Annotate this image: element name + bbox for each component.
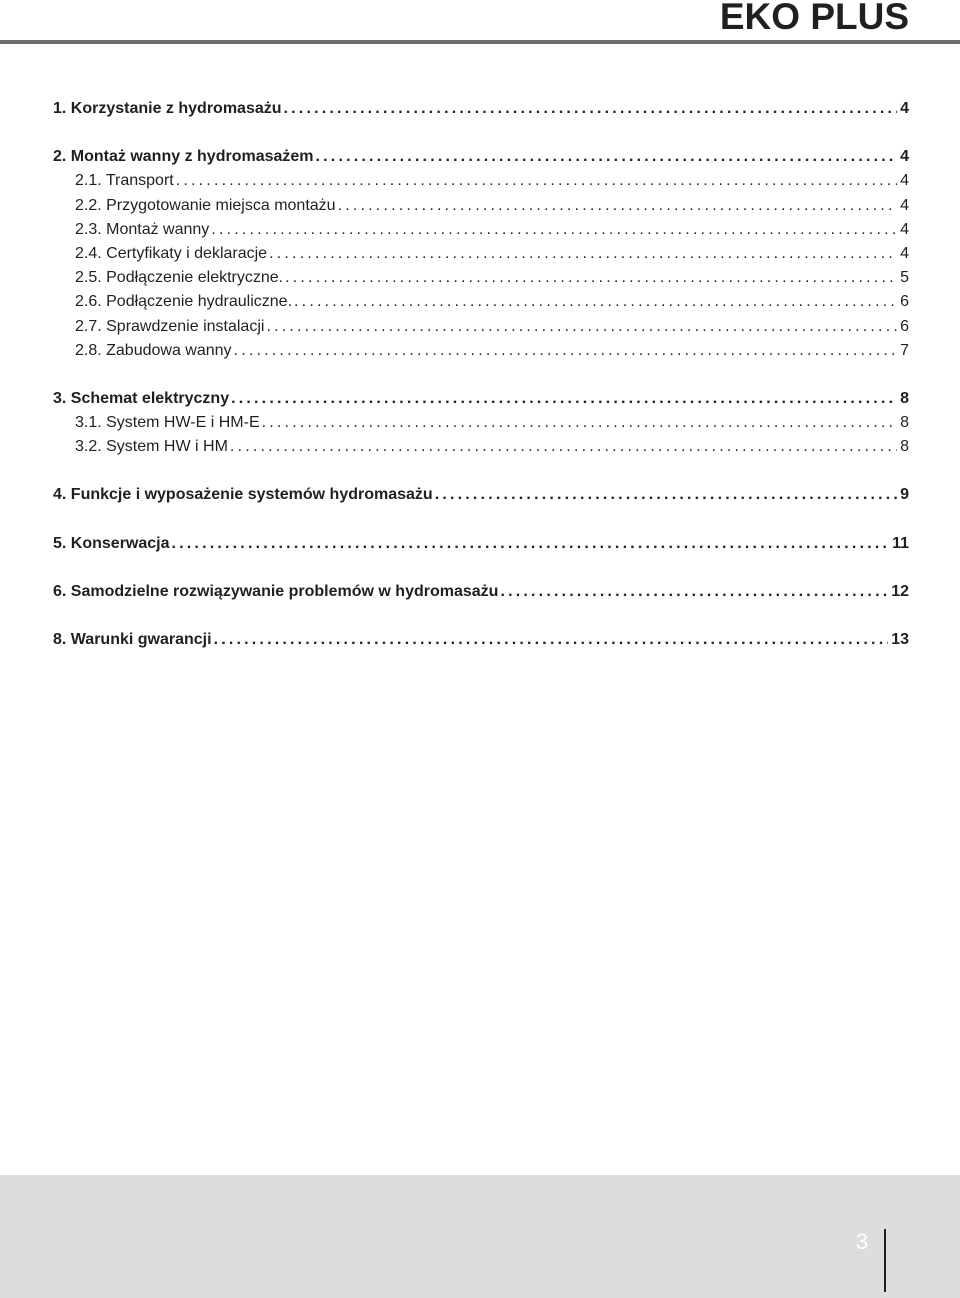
toc-entry-page: 8 [900, 414, 909, 432]
toc-entry-label: 2.3. Montaż wanny [75, 220, 210, 238]
toc-entry-label: 2.8. Zabudowa wanny [75, 341, 232, 359]
dot-leader [231, 387, 897, 411]
toc-entry[interactable] [53, 145, 909, 169]
toc-entry-label: 2.6. Podłączenie hydrauliczne. [75, 293, 293, 311]
toc-entry-page: 7 [900, 341, 909, 359]
toc-entry-page: 8 [900, 438, 909, 456]
toc-entry[interactable] [53, 315, 909, 339]
toc-entry[interactable] [53, 532, 909, 556]
toc-entry[interactable] [53, 218, 909, 242]
toc-entry-page: 11 [892, 534, 909, 552]
toc-entry[interactable] [53, 194, 909, 218]
toc-entry-page: 9 [900, 486, 909, 504]
dot-leader [435, 483, 897, 507]
toc-entry-page: 6 [900, 317, 909, 335]
toc-entry-page: 4 [900, 148, 909, 166]
toc-entry-label: 3.2. System HW i HM [75, 438, 228, 456]
document-title: EKO PLUS [719, 0, 909, 37]
dot-leader [230, 435, 897, 459]
toc-section [53, 387, 909, 460]
toc-entry-page: 8 [900, 389, 909, 407]
table-of-contents [53, 97, 909, 676]
toc-entry[interactable] [53, 628, 909, 652]
toc-entry-label: 2.4. Certyfikaty i deklaracje [75, 244, 268, 262]
dot-leader [285, 266, 897, 290]
dot-leader [316, 145, 898, 169]
toc-entry-label: 1. Korzystanie z hydromasażu [53, 100, 282, 117]
toc-entry[interactable] [53, 266, 909, 290]
page-number: 3 [855, 1229, 869, 1254]
toc-entry[interactable] [53, 339, 909, 363]
toc-entry-label: 2.1. Transport [75, 172, 174, 190]
dot-leader [284, 97, 898, 121]
toc-entry-page: 4 [900, 244, 909, 262]
toc-entry-label: 2.7. Sprawdzenie instalacji [75, 317, 265, 335]
dot-leader [234, 339, 898, 363]
toc-entry[interactable] [53, 435, 909, 459]
toc-entry[interactable] [53, 483, 909, 507]
toc-entry-page: 4 [900, 220, 909, 238]
toc-entry-page: 13 [891, 631, 909, 648]
toc-section [53, 145, 909, 363]
toc-section [53, 532, 909, 556]
dot-leader [269, 242, 897, 266]
toc-entry[interactable] [53, 290, 909, 314]
dot-leader [500, 580, 888, 604]
dot-leader [338, 194, 898, 218]
dot-leader [214, 628, 889, 652]
toc-section [53, 97, 909, 121]
toc-entry-page: 4 [900, 100, 909, 117]
toc-entry-label: 3. Schemat elektryczny [53, 389, 230, 407]
toc-entry-label: 2.2. Przygotowanie miejsca montażu [75, 196, 336, 214]
toc-entry-page: 12 [891, 582, 909, 600]
dot-leader [211, 218, 897, 242]
dot-leader [262, 411, 897, 435]
toc-entry-label: 3.1. System HW-E i HM-E [75, 414, 260, 432]
toc-section [53, 483, 909, 507]
toc-entry-page: 4 [900, 172, 909, 190]
toc-entry-label: 4. Funkcje i wyposażenie systemów hydromasażu [53, 486, 433, 504]
header-divider [0, 40, 960, 44]
toc-entry[interactable] [53, 387, 909, 411]
toc-entry-page: 6 [900, 293, 909, 311]
toc-entry-page: 5 [900, 269, 909, 287]
footer-band [0, 1175, 960, 1298]
dot-leader [172, 532, 890, 556]
toc-entry-label: 2.5. Podłączenie elektryczne. [75, 269, 284, 287]
dot-leader [176, 169, 897, 193]
toc-entry-label: 5. Konserwacja [53, 534, 170, 552]
dot-leader [294, 290, 897, 314]
toc-entry-label: 6. Samodzielne rozwiązywanie problemów w hydromasażu [53, 582, 499, 600]
toc-entry-label: 8. Warunki gwarancji [53, 631, 212, 648]
toc-entry-label: 2. Montaż wanny z hydromasażem [53, 148, 314, 166]
toc-entry[interactable] [53, 242, 909, 266]
toc-section [53, 628, 909, 652]
toc-entry-page: 4 [900, 196, 909, 214]
toc-section [53, 580, 909, 604]
toc-entry[interactable] [53, 169, 909, 193]
page-number-divider [884, 1229, 886, 1292]
toc-entry[interactable] [53, 411, 909, 435]
toc-entry[interactable] [53, 97, 909, 121]
toc-entry[interactable] [53, 580, 909, 604]
dot-leader [266, 315, 897, 339]
